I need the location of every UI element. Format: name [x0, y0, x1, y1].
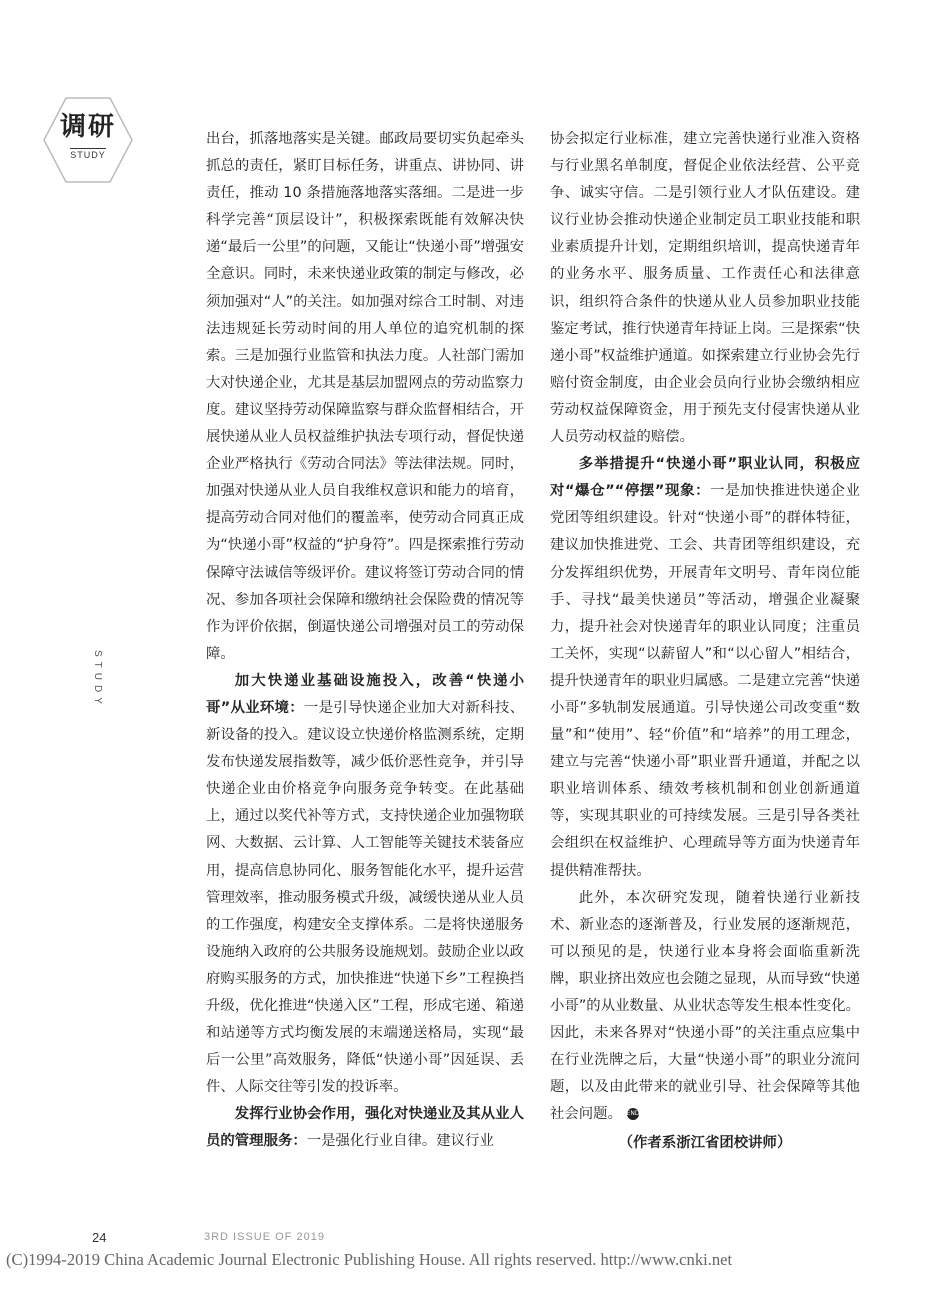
left-paragraph-3-text: 一是强化行业自律。建议行业 [306, 1133, 494, 1150]
left-column [206, 126, 524, 1156]
left-paragraph-2-heading: 加大快递业基础设施投入，改善“快递小哥”从业环境： [206, 672, 524, 716]
left-paragraph-3 [206, 1101, 524, 1155]
author-note: （作者系浙江省团校讲师） [618, 1135, 792, 1152]
copyright-line: (C)1994-2019 China Academic Journal Electronic Publishing House. All rights reserved. http://www.cnki.net [6, 1250, 733, 1269]
issue-label: 3RD ISSUE OF 2019 [204, 1231, 325, 1243]
right-paragraph-3-text: 此外，本次研究发现，随着快递行业新技术、新业态的逐渐普及，行业发展的逐渐规范，可以预见的是，快递行业本身将会面临重新洗牌，职业挤出效应也会随之显现，从而导致“快递小哥”的从业数量、从业状态等发生根本性变化。因此，未来各界对“快递小哥”的关注重点应集中在行业洗牌之后，大量“快递小哥”的职业分流问题，以及由此带来的就业引导、社会保障等其他社会问题。 [550, 889, 860, 1123]
right-paragraph-2 [550, 451, 860, 885]
page-number: 24 [92, 1230, 107, 1245]
left-paragraph-2-text: 一是引导快递企业加大对新科技、新设备的投入。建议设立快递价格监测系统，定期发布快递发展指数等，减少低价恶性竞争，并引导快递企业由价格竞争向服务竞争转变。在此基础上，通过以奖代补等方式，支持快递企业加强物联网、大数据、云计算、人工智能等关键技术装备应用，提高信息协同化、服务智能化水平，提升运营管理效率，推动服务模式升级，减缓快递从业人员的工作强度，构建安全支撑体系。二是将快递服务设施纳入政府的公共服务设施规划。鼓励企业以政府购买服务的方式，加快推进“快递下乡”工程换挡升级，优化推进“快递入区”工程，形成宅递、箱递和站递等方式均衡发展的末端递送格局，实现“最后一公里”高效服务，降低“快递小哥”因延误、丢件、人际交往等引发的投诉率。 [206, 699, 524, 1096]
left-paragraph-3-heading: 发挥行业协会作用，强化对快递业及其从业人员的管理服务： [206, 1106, 524, 1150]
right-paragraph-2-text: 一是加快推进快递企业党团等组织建设。针对“快递小哥”的群体特征，建议加快推进党、工会、共青团等组织建设，充分发挥组织优势，开展青年文明号、青年岗位能手、寻找“最美快递员”等活动，增强企业凝聚力，提升社会对快递青年的职业认同度；注重员工关怀，实现“以薪留人”和“以心留人”相结合，提升快递青年的职业归属感。二是建立完善“快递小哥”多轨制发展通道。引导快递公司改变重“数量”和“使用”、轻“价值”和“培养”的用工理念，建立与完善“快递小哥”职业晋升通道，并配之以职业培训体系、绩效考核机制和创业创新通道等，实现其职业的可持续发展。三是引导各类社会组织在权益维护、心理疏导等方面为快递青年提供精准帮扶。 [550, 483, 860, 879]
left-paragraph-1: 出台，抓落地落实是关键。邮政局要切实负起牵头抓总的责任，紧盯目标任务，讲重点、讲协同、讲责任，推动 10 条措施落地落实落细。二是进一步科学完善“顶层设计”，积极探索既能有效解决快递“最后一公里”的问题，又能让“快递小哥”增强安全意识。同时，未来快递业政策的制定与修改，必须加强对“人”的关注。如加强对综合工时制、对违法违规延长劳动时间的用人单位的追究机制的探索。三是加强行业监管和执法力度。人社部门需加大对快递企业，尤其是基层加盟网点的劳动监察力度。建议坚持劳动保障监察与群众监督相结合，开展快递从业人员权益维护执法专项行动，督促快递企业严格执行《劳动合同法》等法律法规。同时，加强对快递从业人员自我维权意识和能力的培育，提高劳动合同对他们的覆盖率，使劳动合同真正成为“快递小哥”权益的“护身符”。四是探索推行劳动保障守法诚信等级评价。建议将签订劳动合同的情况、参加各项社会保障和缴纳社会保险费的情况等作为评价依据，倒逼快递公司增强对员工的劳动保障。 [206, 131, 524, 662]
side-section-label: STUDY [92, 650, 103, 709]
right-paragraph-1: 协会拟定行业标准，建立完善快递行业准入资格与行业黑名单制度，督促企业依法经营、公平竞争、诚实守信。二是引领行业人才队伍建设。建议行业协会推动快递企业制定员工职业技能和职业素质提升计划，定期组织培训，提高快递青年的业务水平、服务质量、工作责任心和法律意识，组织符合条件的快递从业人员参加职业技能鉴定考试，推行快递青年持证上岗。三是探索“快递小哥”权益维护通道。如探索建立行业协会先行赔付资金制度，由企业会员向行业协会缴纳相应劳动权益保障资金，用于预先支付侵害快递从业人员劳动权益的赔偿。 [550, 131, 860, 446]
section-subtitle [50, 146, 126, 160]
right-column [550, 126, 860, 1158]
right-paragraph-3 [550, 885, 860, 1129]
right-paragraph-2-heading: 多举措提升“快递小哥”职业认同，积极应对“爆仓”“停摆”现象： [550, 456, 860, 500]
end-mark-icon: END [627, 1108, 639, 1120]
left-paragraph-2 [206, 668, 524, 1102]
section-title: 调研 [59, 112, 116, 142]
section-subtitle-text: STUDY [70, 150, 106, 160]
